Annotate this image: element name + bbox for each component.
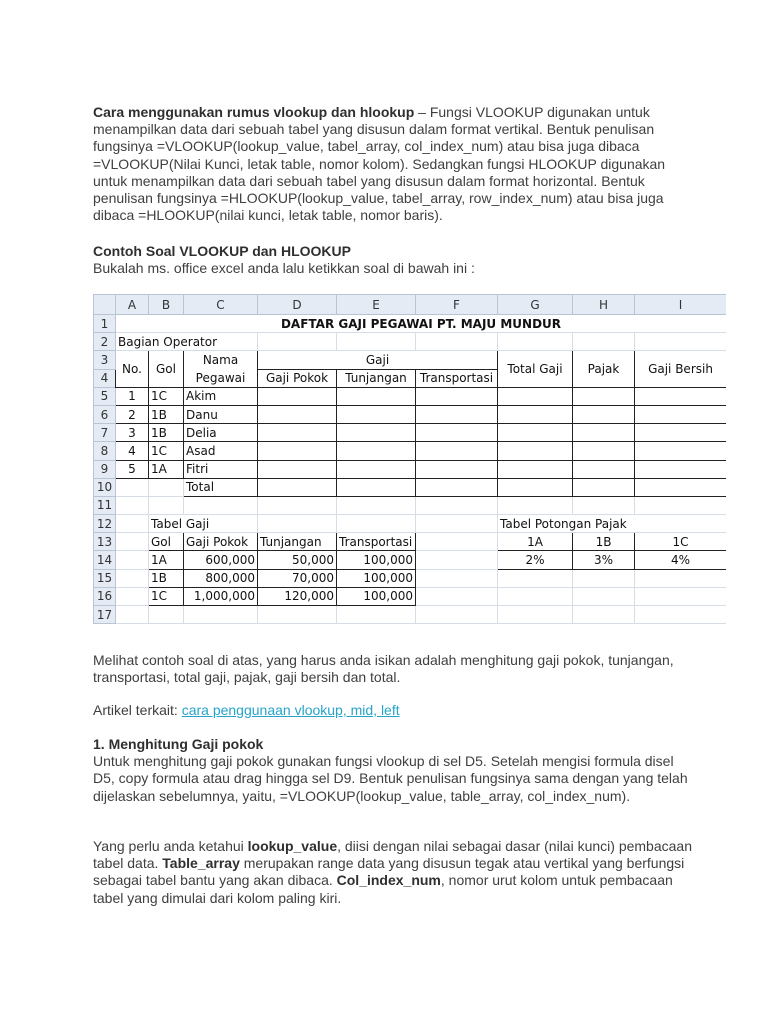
tabel-gaji-title[interactable]: Tabel Gaji: [149, 515, 258, 533]
spreadsheet-grid: [93, 294, 726, 624]
cell[interactable]: [337, 515, 416, 533]
cell[interactable]: [573, 496, 635, 514]
related-label: Artikel terkait:: [93, 702, 182, 718]
example-heading: Contoh Soal VLOOKUP dan HLOOKUP: [93, 243, 351, 259]
intro-paragraph: [93, 104, 693, 224]
section1: [93, 736, 693, 805]
tabel-gaji-tunjangan[interactable]: 120,000: [258, 587, 337, 605]
p2-text-a: Yang perlu anda ketahui: [93, 838, 248, 854]
tabel-gaji-pokok[interactable]: 800,000: [184, 569, 258, 587]
header-transportasi[interactable]: Transportasi: [416, 369, 498, 387]
row-header[interactable]: 10: [94, 478, 116, 496]
header-gol[interactable]: Gol: [149, 351, 184, 387]
cell[interactable]: [498, 587, 573, 605]
row-header[interactable]: 13: [94, 533, 116, 551]
cell[interactable]: [416, 424, 498, 442]
cell[interactable]: [635, 333, 727, 351]
row-header[interactable]: 3: [94, 351, 116, 369]
cell[interactable]: [116, 515, 149, 533]
cell[interactable]: [498, 496, 573, 514]
column-header[interactable]: B: [149, 295, 184, 315]
employee-nama[interactable]: Asad: [184, 442, 258, 460]
section1-paragraph-2: [93, 838, 693, 907]
cell[interactable]: [416, 442, 498, 460]
cell[interactable]: [149, 606, 184, 624]
tabel-pajak-value[interactable]: 3%: [573, 551, 635, 569]
employee-no[interactable]: 5: [116, 460, 149, 478]
tabel-pajak-header[interactable]: 1C: [635, 533, 727, 551]
employee-no[interactable]: 2: [116, 405, 149, 423]
cell[interactable]: [258, 515, 337, 533]
cell[interactable]: [498, 569, 573, 587]
employee-no[interactable]: 3: [116, 424, 149, 442]
tabel-gaji-header[interactable]: Gol: [149, 533, 184, 551]
tabel-gaji-tunjangan[interactable]: 50,000: [258, 551, 337, 569]
tabel-gaji-header[interactable]: Transportasi: [337, 533, 416, 551]
spreadsheet-image: [93, 294, 726, 632]
row-header[interactable]: 12: [94, 515, 116, 533]
column-header[interactable]: A: [116, 295, 149, 315]
p2-text-d: , nomor urut kolom untuk pembacaan tabel yang dimulai dari kolom paling kiri.: [93, 872, 673, 906]
cell[interactable]: [416, 496, 498, 514]
row-header[interactable]: 2: [94, 333, 116, 351]
employee-row: [94, 387, 727, 405]
cell[interactable]: [337, 460, 416, 478]
table-row: [94, 515, 727, 533]
cell[interactable]: [337, 496, 416, 514]
cell[interactable]: [337, 424, 416, 442]
cell[interactable]: [498, 405, 573, 423]
cell[interactable]: [337, 387, 416, 405]
cell[interactable]: [498, 333, 573, 351]
tabel-gaji-pokok[interactable]: 1,000,000: [184, 587, 258, 605]
cell[interactable]: [258, 496, 337, 514]
tabel-gaji-pokok[interactable]: 600,000: [184, 551, 258, 569]
table-row: [94, 551, 727, 569]
table-row: [94, 569, 727, 587]
row-header[interactable]: 5: [94, 387, 116, 405]
cell[interactable]: [498, 442, 573, 460]
cell[interactable]: [337, 333, 416, 351]
cell[interactable]: [635, 405, 727, 423]
cell[interactable]: [416, 515, 498, 533]
cell[interactable]: [184, 606, 258, 624]
employee-gol[interactable]: 1A: [149, 460, 184, 478]
tabel-pajak-header[interactable]: 1A: [498, 533, 573, 551]
employee-gol[interactable]: 1C: [149, 442, 184, 460]
cell[interactable]: [337, 606, 416, 624]
header-pajak[interactable]: Pajak: [573, 351, 635, 387]
cell[interactable]: [116, 587, 149, 605]
cell[interactable]: [635, 442, 727, 460]
employee-gol[interactable]: 1C: [149, 387, 184, 405]
tabel-pajak-title[interactable]: Tabel Potongan Pajak: [498, 515, 727, 533]
column-header-selected[interactable]: G: [498, 295, 573, 315]
cell[interactable]: [258, 606, 337, 624]
cell[interactable]: [635, 424, 727, 442]
table-row: [94, 496, 727, 514]
employee-nama[interactable]: Fitri: [184, 460, 258, 478]
tabel-gaji-gol[interactable]: 1A: [149, 551, 184, 569]
employee-gol[interactable]: 1B: [149, 405, 184, 423]
cell[interactable]: [573, 442, 635, 460]
column-header[interactable]: E: [337, 295, 416, 315]
cell[interactable]: [573, 606, 635, 624]
column-header[interactable]: C: [184, 295, 258, 315]
tabel-gaji-header[interactable]: Gaji Pokok: [184, 533, 258, 551]
tabel-gaji-gol[interactable]: 1C: [149, 587, 184, 605]
cell[interactable]: [184, 496, 258, 514]
example-section: [93, 243, 693, 277]
p2-text-b: , diisi dengan nilai sebagai dasar (nilai kunci) pembacaan tabel data.: [93, 838, 692, 872]
row-header[interactable]: 7: [94, 424, 116, 442]
tabel-pajak-value[interactable]: 2%: [498, 551, 573, 569]
employee-no[interactable]: 1: [116, 387, 149, 405]
cell[interactable]: [573, 587, 635, 605]
p2-text-c: merupakan range data yang disusun tegak atau vertikal yang berfungsi sebagai tabel bantu yang akan dibaca.: [93, 855, 685, 889]
cell[interactable]: [635, 387, 727, 405]
cell[interactable]: [116, 551, 149, 569]
cell[interactable]: [337, 478, 416, 496]
table-row: [94, 587, 727, 605]
total-label[interactable]: Total: [184, 478, 258, 496]
employee-nama[interactable]: Danu: [184, 405, 258, 423]
employee-row: [94, 405, 727, 423]
cell[interactable]: [416, 587, 498, 605]
cell[interactable]: [116, 496, 149, 514]
table-row: [94, 351, 727, 369]
cell[interactable]: [416, 478, 498, 496]
cell[interactable]: [635, 569, 727, 587]
row-header[interactable]: 11: [94, 496, 116, 514]
column-header[interactable]: I: [635, 295, 727, 315]
employee-row: [94, 460, 727, 478]
cell[interactable]: [416, 333, 498, 351]
cell[interactable]: [416, 387, 498, 405]
cell[interactable]: [573, 569, 635, 587]
cell[interactable]: [573, 424, 635, 442]
column-header[interactable]: H: [573, 295, 635, 315]
tabel-pajak-value[interactable]: 4%: [635, 551, 727, 569]
cell[interactable]: [573, 478, 635, 496]
cell[interactable]: [116, 606, 149, 624]
sheet-title[interactable]: DAFTAR GAJI PEGAWAI PT. MAJU MUNDUR: [116, 315, 727, 333]
tabel-gaji-transportasi[interactable]: 100,000: [337, 551, 416, 569]
column-header[interactable]: F: [416, 295, 498, 315]
cell[interactable]: [149, 478, 184, 496]
table-row: [94, 606, 727, 624]
corner-cell[interactable]: [94, 295, 116, 315]
cell[interactable]: [337, 405, 416, 423]
example-text: Bukalah ms. office excel anda lalu ketikkan soal di bawah ini :: [93, 260, 475, 277]
intro-title: Cara menggunakan rumus vlookup dan hlookup: [93, 104, 415, 120]
row-header[interactable]: 8: [94, 442, 116, 460]
tabel-gaji-transportasi[interactable]: 100,000: [337, 587, 416, 605]
cell[interactable]: [337, 442, 416, 460]
cell[interactable]: [258, 442, 337, 460]
cell[interactable]: [416, 606, 498, 624]
row-header[interactable]: 1: [94, 315, 116, 333]
total-row: [94, 478, 727, 496]
p2-table-array: Table_array: [162, 855, 240, 872]
header-nama-2[interactable]: Pegawai: [184, 369, 258, 387]
cell[interactable]: [573, 460, 635, 478]
cell[interactable]: [258, 424, 337, 442]
tabel-gaji-tunjangan[interactable]: 70,000: [258, 569, 337, 587]
cell[interactable]: [149, 496, 184, 514]
cell[interactable]: [416, 569, 498, 587]
p2-col-index-num: Col_index_num: [336, 872, 441, 889]
cell[interactable]: [258, 478, 337, 496]
cell[interactable]: [635, 606, 727, 624]
row-header[interactable]: 14: [94, 551, 116, 569]
header-nama-1[interactable]: Nama: [184, 351, 258, 369]
cell[interactable]: [498, 460, 573, 478]
cell[interactable]: [258, 405, 337, 423]
table-row: [94, 315, 727, 333]
row-header[interactable]: 17: [94, 606, 116, 624]
employee-row: [94, 442, 727, 460]
cell[interactable]: [498, 606, 573, 624]
cell[interactable]: [573, 333, 635, 351]
cell[interactable]: [635, 460, 727, 478]
cell[interactable]: [573, 405, 635, 423]
cell[interactable]: [416, 551, 498, 569]
header-no[interactable]: No.: [116, 351, 149, 387]
section1-heading: 1. Menghitung Gaji pokok: [93, 736, 264, 752]
cell[interactable]: [116, 569, 149, 587]
table-row: [94, 533, 727, 551]
header-gaji[interactable]: Gaji: [258, 351, 498, 369]
cell[interactable]: [416, 405, 498, 423]
row-header[interactable]: 15: [94, 569, 116, 587]
cell[interactable]: [116, 478, 149, 496]
cell[interactable]: [498, 387, 573, 405]
tabel-pajak-header[interactable]: 1B: [573, 533, 635, 551]
row-header[interactable]: 6: [94, 405, 116, 423]
employee-row: [94, 424, 727, 442]
cell[interactable]: [635, 587, 727, 605]
after-paragraph: Melihat contoh soal di atas, yang harus anda isikan adalah menghitung gaji pokok, tunjangan, transportasi, total gaji, pajak, gaji bersih dan total.: [93, 652, 674, 686]
tabel-gaji-header[interactable]: Tunjangan: [258, 533, 337, 551]
header-gaji-pokok[interactable]: Gaji Pokok: [258, 369, 337, 387]
tabel-gaji-gol[interactable]: 1B: [149, 569, 184, 587]
row-header[interactable]: 4: [94, 369, 116, 387]
cell[interactable]: [498, 478, 573, 496]
employee-nama[interactable]: Delia: [184, 424, 258, 442]
related-link[interactable]: cara penggunaan vlookup, mid, left: [181, 702, 400, 718]
header-tunjangan[interactable]: Tunjangan: [337, 369, 416, 387]
intro-body: – Fungsi VLOOKUP digunakan untuk menampilkan data dari sebuah tabel yang disusun dalam format vertikal. Bentuk penulisan fungsinya =VLOOKUP(lookup_value, tabel_array, col_index_num) atau bisa juga dibaca =VLOOKUP(Nilai Kunci, letak table, nomor kolom). Sedangkan fungsi HLOOKUP digunakan untuk menampilkan data dari sebuah tabel yang disusun dalam format horizontal. Bentuk penulisan fungsinya =HLOOKUP(lookup_value, tabel_array, row_index_num) atau bisa juga dibaca =HLOOKUP(nilai kunci, letak table, nomor baris).: [93, 104, 666, 224]
employee-gol[interactable]: 1B: [149, 424, 184, 442]
employee-no[interactable]: 4: [116, 442, 149, 460]
cell[interactable]: [573, 387, 635, 405]
cell[interactable]: [498, 424, 573, 442]
column-header[interactable]: D: [258, 295, 337, 315]
section1-text: Untuk menghitung gaji pokok gunakan fungsi vlookup di sel D5. Setelah mengisi formula disel D5, copy formula atau drag hingga sel D9. Bentuk penulisan fungsinya sama dengan yang telah dijelaskan sebelumnya, yaitu, =VLOOKUP(lookup_value, table_array, col_index_num).: [93, 753, 688, 804]
header-total-gaji[interactable]: Total Gaji: [498, 351, 573, 387]
cell[interactable]: [416, 533, 498, 551]
cell[interactable]: [116, 533, 149, 551]
cell[interactable]: [416, 460, 498, 478]
cell[interactable]: [258, 333, 337, 351]
cell[interactable]: [635, 496, 727, 514]
cell[interactable]: [258, 460, 337, 478]
cell[interactable]: [258, 387, 337, 405]
tabel-gaji-transportasi[interactable]: 100,000: [337, 569, 416, 587]
cell[interactable]: [635, 478, 727, 496]
bagian-label[interactable]: Bagian Operator: [116, 333, 258, 351]
table-row: [94, 333, 727, 351]
row-header[interactable]: 16: [94, 587, 116, 605]
row-header[interactable]: 9: [94, 460, 116, 478]
column-header-row: [94, 295, 727, 315]
p2-lookup-value: lookup_value: [247, 838, 338, 854]
employee-nama[interactable]: Akim: [184, 387, 258, 405]
related-article: [93, 702, 693, 719]
header-gaji-bersih[interactable]: Gaji Bersih: [635, 351, 727, 387]
